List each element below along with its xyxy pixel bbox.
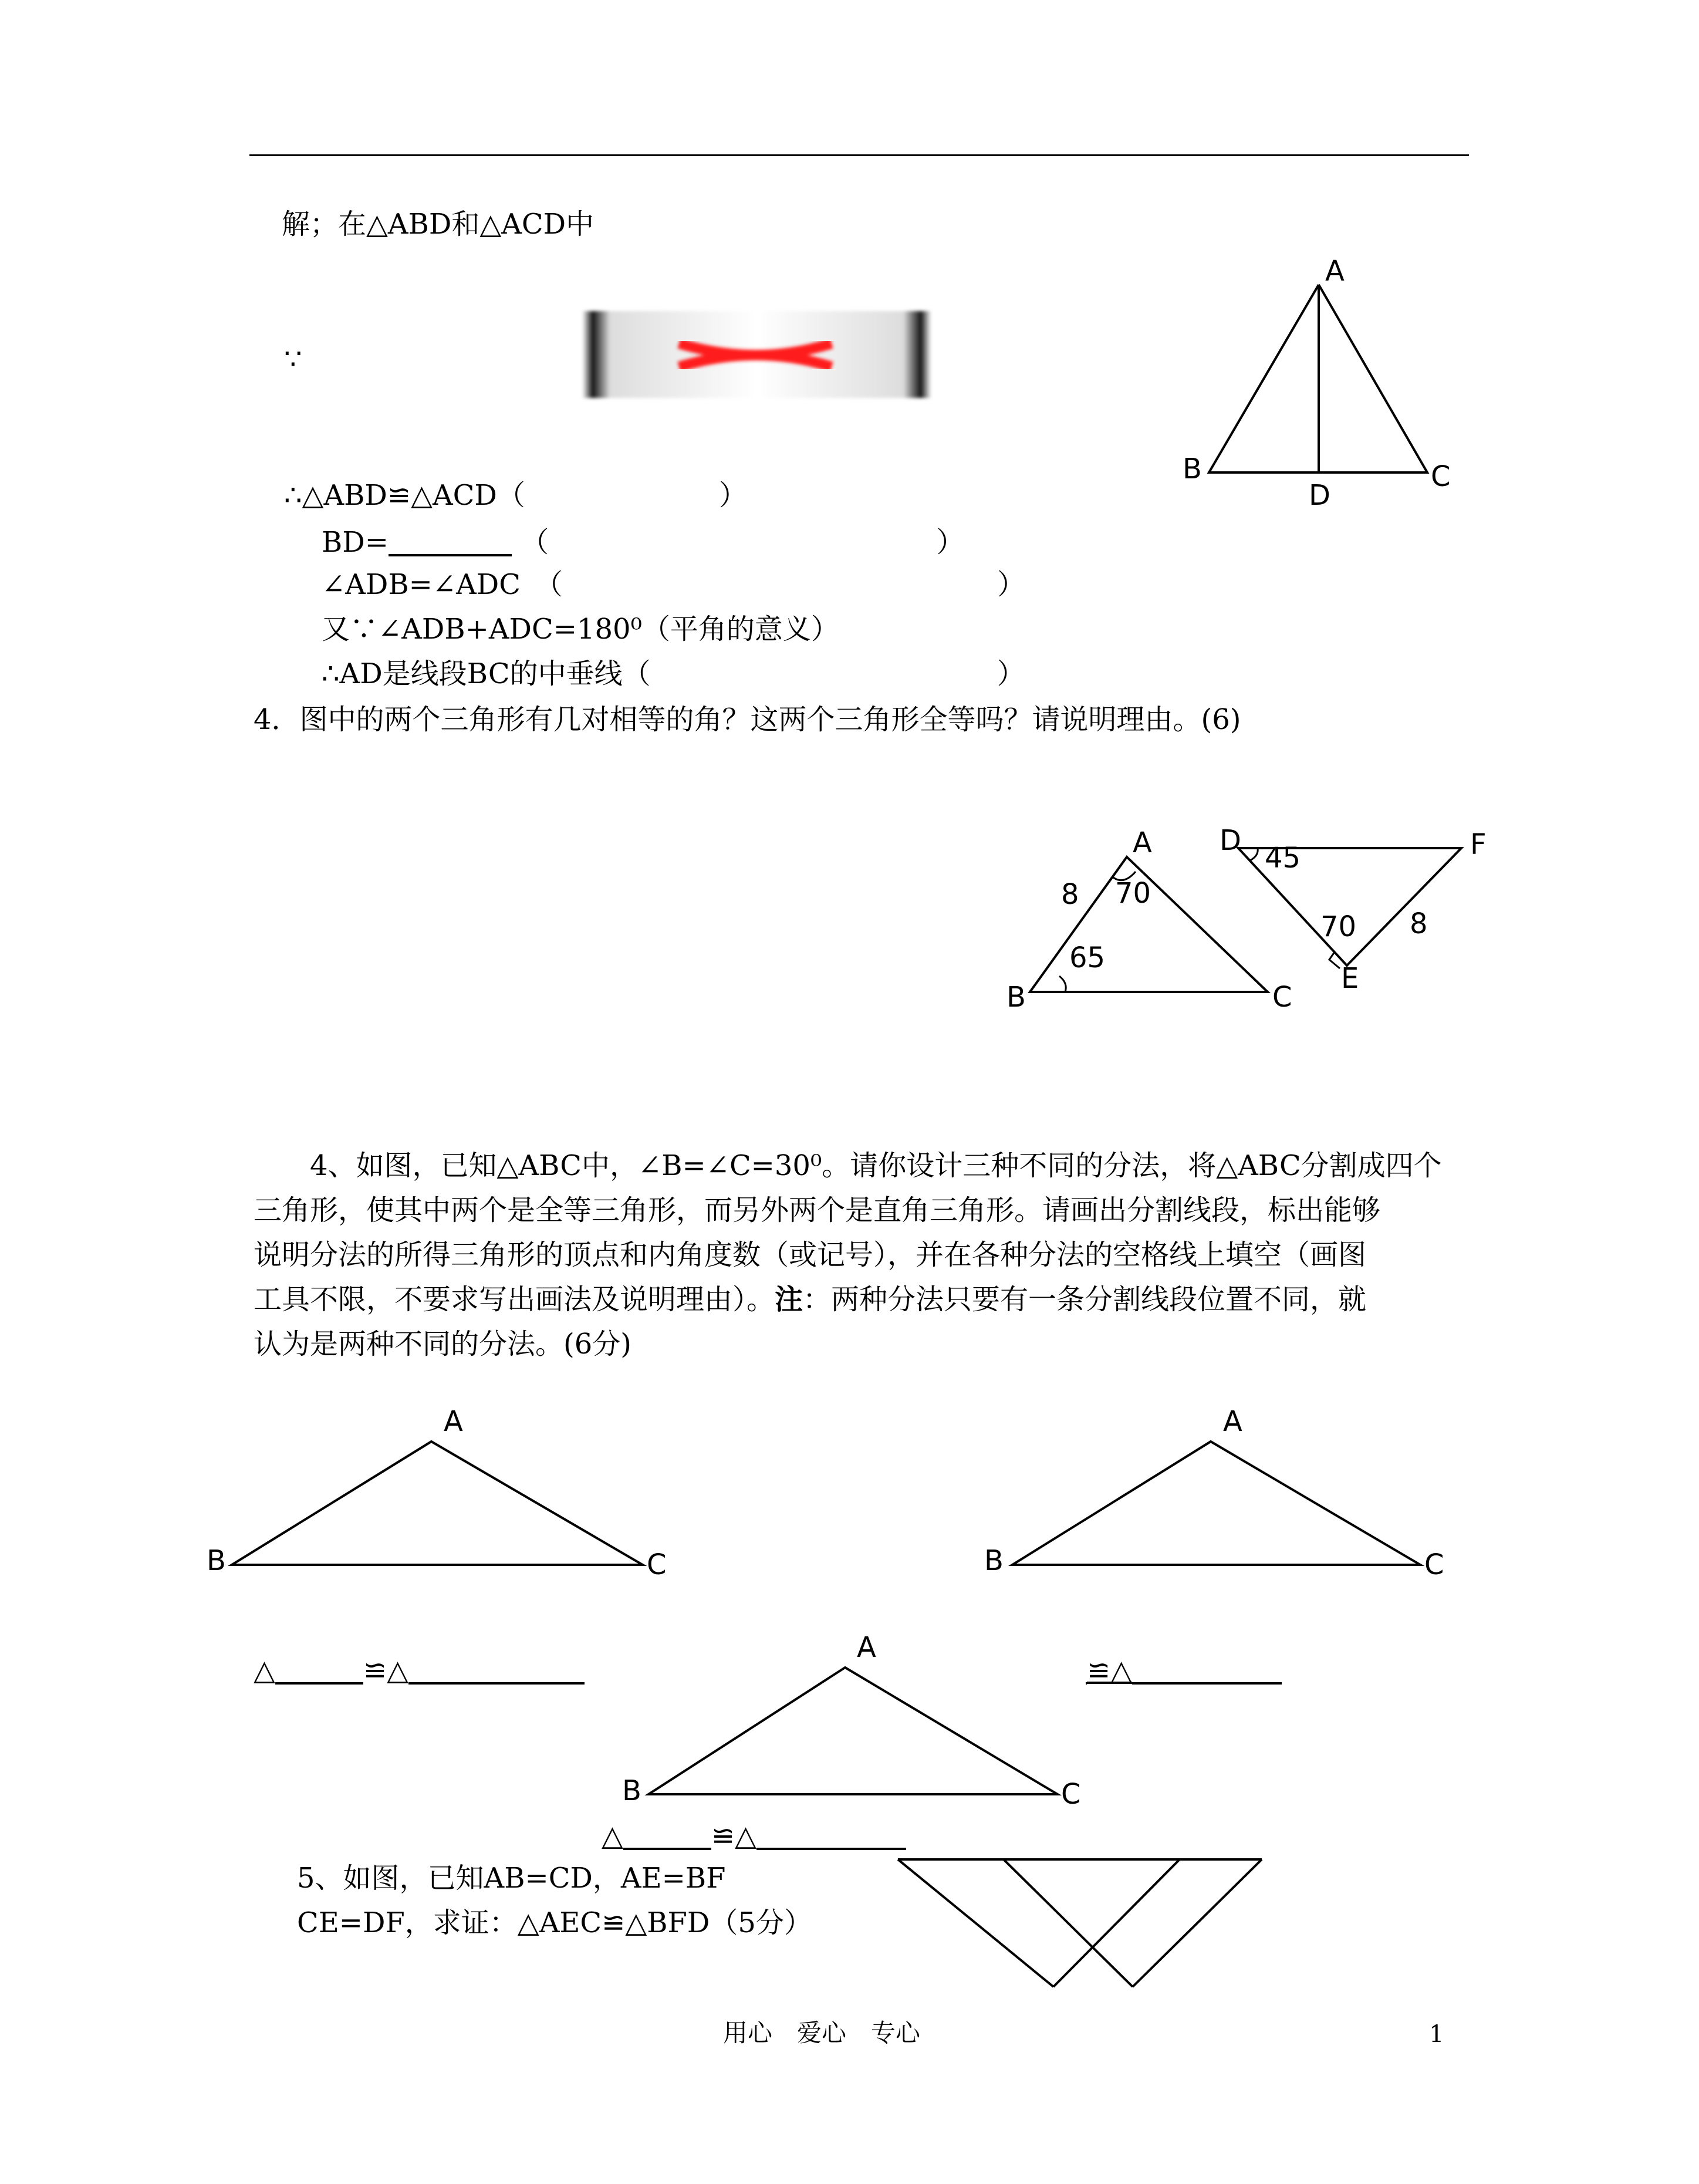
label-A: A xyxy=(1325,255,1345,288)
figure-triangle-2 xyxy=(977,1397,1447,1585)
angle-b: 65 xyxy=(1069,941,1106,974)
problem4b-line4: 工具不限，不要求写出画法及说明理由）。注：两种分法只要有一条分割线段位置不同，就 xyxy=(254,1283,1367,1316)
side-ef-length: 8 xyxy=(1410,907,1428,940)
bd-blank[interactable] xyxy=(389,526,512,556)
answer-blank-2b[interactable] xyxy=(1132,1654,1282,1685)
figure-two-triangles xyxy=(992,816,1520,1027)
step1: ∴△ABD≌△ACD（ ） xyxy=(284,479,747,512)
step4: 又∵∠ADB+ADC=180⁰（平角的意义） xyxy=(322,613,839,646)
answer-blank-3b[interactable] xyxy=(756,1820,906,1850)
answer-line-1: △ ≌△ xyxy=(254,1654,585,1685)
label-C: C xyxy=(1431,460,1451,493)
problem4b-line2: 三角形，使其中两个是全等三角形，而另外两个是直角三角形。请画出分割线段，标出能够 xyxy=(254,1194,1381,1227)
problem5-line2: CE=DF，求证：△AEC≌△BFD（5分） xyxy=(297,1906,812,1939)
figure-isosceles-triangle xyxy=(1168,252,1461,511)
label-C: C xyxy=(1424,1548,1444,1581)
problem3-intro: 解；在△ABD和△ACD中 xyxy=(282,208,595,241)
answer-line-2: ≌△ xyxy=(1086,1654,1282,1685)
label-A: A xyxy=(444,1405,463,1438)
label-B: B xyxy=(984,1544,1004,1577)
step3: ∠ADB=∠ADC （ ） xyxy=(322,568,1025,601)
answer-blank-3a[interactable] xyxy=(623,1820,711,1850)
answer-blank-1a[interactable] xyxy=(275,1654,363,1685)
label-D: D xyxy=(1220,824,1241,857)
label-C: C xyxy=(1061,1778,1081,1811)
angle-a: 70 xyxy=(1115,877,1151,910)
angle-d: 45 xyxy=(1265,842,1301,875)
problem4b-line1: 4、如图，已知△ABC中，∠B=∠C=30⁰。请你设计三种不同的分法，将△ABC分割成四个 xyxy=(310,1149,1442,1182)
label-D: D xyxy=(1309,479,1330,512)
label-B: B xyxy=(1006,981,1026,1014)
answer-blank-1b[interactable] xyxy=(408,1654,585,1685)
side-ab-length: 8 xyxy=(1061,878,1079,911)
note-label: 注 xyxy=(775,1283,803,1316)
because-symbol: ∵ xyxy=(284,343,302,376)
label-E: E xyxy=(1341,962,1359,995)
header-rule xyxy=(249,154,1469,156)
problem4b-line5: 认为是两种不同的分法。(6分) xyxy=(254,1328,631,1361)
broken-image-icon xyxy=(582,311,931,398)
label-F: F xyxy=(1470,828,1487,861)
figure-triangle-1 xyxy=(200,1397,669,1585)
figure-overlapping-triangles xyxy=(898,1855,1268,2001)
label-B: B xyxy=(207,1544,226,1577)
label-A: A xyxy=(1223,1405,1242,1438)
label-A: A xyxy=(1133,826,1152,859)
label-B: B xyxy=(1183,453,1202,485)
answer-line-3: △ ≌△ xyxy=(602,1820,906,1850)
label-B: B xyxy=(622,1774,641,1807)
label-A: A xyxy=(857,1631,876,1664)
angle-e: 70 xyxy=(1320,910,1357,943)
problem4b-line3: 说明分法的所得三角形的顶点和内角度数（或记号），并在各种分法的空格线上填空（画图 xyxy=(254,1238,1367,1271)
step5: ∴AD是线段BC的中垂线（ ） xyxy=(322,657,1025,690)
problem4a-text: 4．图中的两个三角形有几对相等的角？这两个三角形全等吗？请说明理由。(6) xyxy=(254,703,1241,736)
footer-slogan: 用心 爱心 专心 xyxy=(723,2018,921,2047)
label-C: C xyxy=(1272,981,1292,1014)
label-C: C xyxy=(647,1548,667,1581)
step2: BD= （ ） xyxy=(322,526,965,559)
problem5-line1: 5、如图，已知AB=CD，AE=BF xyxy=(297,1862,726,1895)
figure-triangle-3 xyxy=(616,1623,1086,1811)
page-number: 1 xyxy=(1429,2021,1444,2048)
